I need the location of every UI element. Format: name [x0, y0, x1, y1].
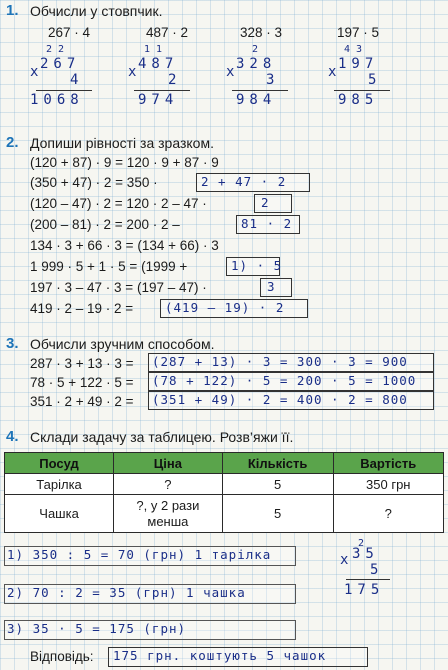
- underline: [134, 90, 190, 91]
- handwritten-answer: (419 – 19) · 2: [165, 300, 285, 315]
- handwritten-step: 3) 35 · 5 = 175 (грн): [7, 621, 187, 636]
- top-number: 328: [236, 56, 277, 72]
- table-cell: Тарілка: [5, 474, 114, 495]
- handwritten-answer: 81 · 2: [241, 216, 293, 231]
- table-cell: Чашка: [5, 495, 114, 533]
- handwritten-answer: 3: [267, 279, 276, 294]
- mult-sign: x: [328, 64, 337, 80]
- multiplier: 4: [70, 72, 79, 88]
- handwritten-answer: 2: [261, 195, 270, 210]
- result: 985: [338, 92, 379, 108]
- top-number: 487: [138, 56, 179, 72]
- table-cell: ?, у 2 рази менша: [114, 495, 223, 533]
- answer-box: [148, 372, 434, 391]
- carry: 4 3: [344, 44, 363, 55]
- task2-row-2: (350 + 47) · 2 = 350 ·: [30, 175, 158, 190]
- task4-number: 4.: [6, 428, 19, 445]
- result: 175: [344, 582, 385, 598]
- result: 984: [236, 92, 277, 108]
- table-header: Ціна: [114, 453, 223, 474]
- result: 974: [138, 92, 179, 108]
- handwritten-step: 1) 350 : 5 = 70 (грн) 1 тарілка: [7, 547, 272, 562]
- answer-box: [236, 215, 300, 234]
- task2-row-8: 419 · 2 – 19 · 2 =: [30, 301, 134, 316]
- answer-box: [108, 647, 368, 667]
- table-header: Посуд: [5, 453, 114, 474]
- task4-title: Склади задачу за таблицею. Розв’яжи її.: [30, 429, 294, 445]
- task3-number: 3.: [6, 335, 19, 352]
- table-cell: 350 грн: [333, 474, 443, 495]
- table-row: [5, 474, 444, 495]
- handwritten-step: 2) 70 : 2 = 35 (грн) 1 чашка: [7, 585, 246, 600]
- answer-label: Відповідь:: [30, 649, 94, 664]
- column-calc-3: [226, 44, 296, 112]
- task1-title: Обчисли у стовпчик.: [30, 3, 163, 19]
- carry: 2 2: [46, 44, 65, 55]
- carry: 1 1: [144, 44, 163, 55]
- task2-row-3: (120 – 47) · 2 = 120 · 2 – 47 ·: [30, 196, 207, 211]
- task4-table: [4, 452, 444, 533]
- task1-header-2: 487 · 2: [146, 25, 189, 40]
- mult-sign: x: [340, 552, 349, 568]
- table-header-row: [5, 453, 444, 474]
- mult-sign: x: [128, 64, 137, 80]
- task1-header-4: 197 · 5: [337, 25, 380, 40]
- multiplier: 5: [370, 562, 379, 578]
- underline: [334, 90, 390, 91]
- task2-row-4: (200 – 81) · 2 = 200 · 2 –: [30, 217, 180, 232]
- answer-box: [148, 353, 434, 372]
- multiplier: 5: [368, 72, 377, 88]
- task2-number: 2.: [6, 134, 19, 151]
- task1-number: 1.: [6, 2, 19, 19]
- task2-title: Допиши рівності за зразком.: [30, 135, 214, 151]
- task1-header-1: 267 · 4: [48, 25, 91, 40]
- column-calc-4: [328, 44, 398, 112]
- task3-row-1: 287 · 3 + 13 · 3 =: [30, 356, 134, 371]
- task2-row-1: (120 + 87) · 9 = 120 · 9 + 87 · 9: [30, 155, 219, 170]
- table-header: Кількість: [222, 453, 333, 474]
- table-cell: 5: [222, 474, 333, 495]
- carry: 2: [358, 538, 365, 549]
- top-number: 35: [352, 546, 379, 562]
- table-header: Вартість: [333, 453, 443, 474]
- table-cell: ?: [333, 495, 443, 533]
- multiplier: 3: [266, 72, 275, 88]
- carry: 2: [252, 44, 259, 55]
- task2-row-6: 1 999 · 5 + 1 · 5 = (1999 +: [30, 259, 188, 274]
- handwritten-answer: (351 + 49) · 2 = 400 · 2 = 800: [152, 392, 408, 407]
- side-column-calc: [340, 538, 400, 602]
- answer-box: [260, 278, 292, 297]
- handwritten-answer: 1) · 5: [231, 258, 283, 273]
- multiplier: 2: [168, 72, 177, 88]
- task3-row-3: 351 · 2 + 49 · 2 =: [30, 394, 134, 409]
- table-row: [5, 495, 444, 533]
- handwritten-answer: 2 + 47 · 2: [201, 174, 287, 189]
- answer-box: [226, 257, 283, 276]
- solution-line-1: [4, 546, 296, 566]
- answer-box: [148, 391, 434, 410]
- table-cell: ?: [114, 474, 223, 495]
- task3-row-2: 78 · 5 + 122 · 5 =: [30, 375, 134, 390]
- answer-box: [254, 194, 292, 213]
- column-calc-2: [128, 44, 198, 112]
- top-number: 267: [40, 56, 81, 72]
- top-number: 197: [338, 56, 379, 72]
- handwritten-answer: 175 грн. коштують 5 чашок: [113, 648, 327, 663]
- task3-title: Обчисли зручним способом.: [30, 336, 215, 352]
- mult-sign: x: [226, 64, 235, 80]
- underline: [232, 90, 288, 91]
- solution-line-3: [4, 620, 296, 640]
- table-cell: 5: [222, 495, 333, 533]
- handwritten-answer: (287 + 13) · 3 = 300 · 3 = 900: [152, 354, 408, 369]
- task2-row-5: 134 · 3 + 66 · 3 = (134 + 66) · 3: [30, 238, 219, 253]
- solution-line-2: [4, 584, 296, 604]
- answer-box: [196, 173, 310, 192]
- answer-box: [160, 299, 308, 318]
- result: 1068: [30, 92, 84, 108]
- task1-header-3: 328 · 3: [240, 25, 283, 40]
- handwritten-answer: (78 + 122) · 5 = 200 · 5 = 1000: [152, 373, 417, 388]
- task2-row-7: 197 · 3 – 47 · 3 = (197 – 47) ·: [30, 280, 207, 295]
- mult-sign: x: [30, 64, 39, 80]
- column-calc-1: [30, 44, 100, 112]
- underline: [346, 579, 390, 580]
- underline: [36, 90, 92, 91]
